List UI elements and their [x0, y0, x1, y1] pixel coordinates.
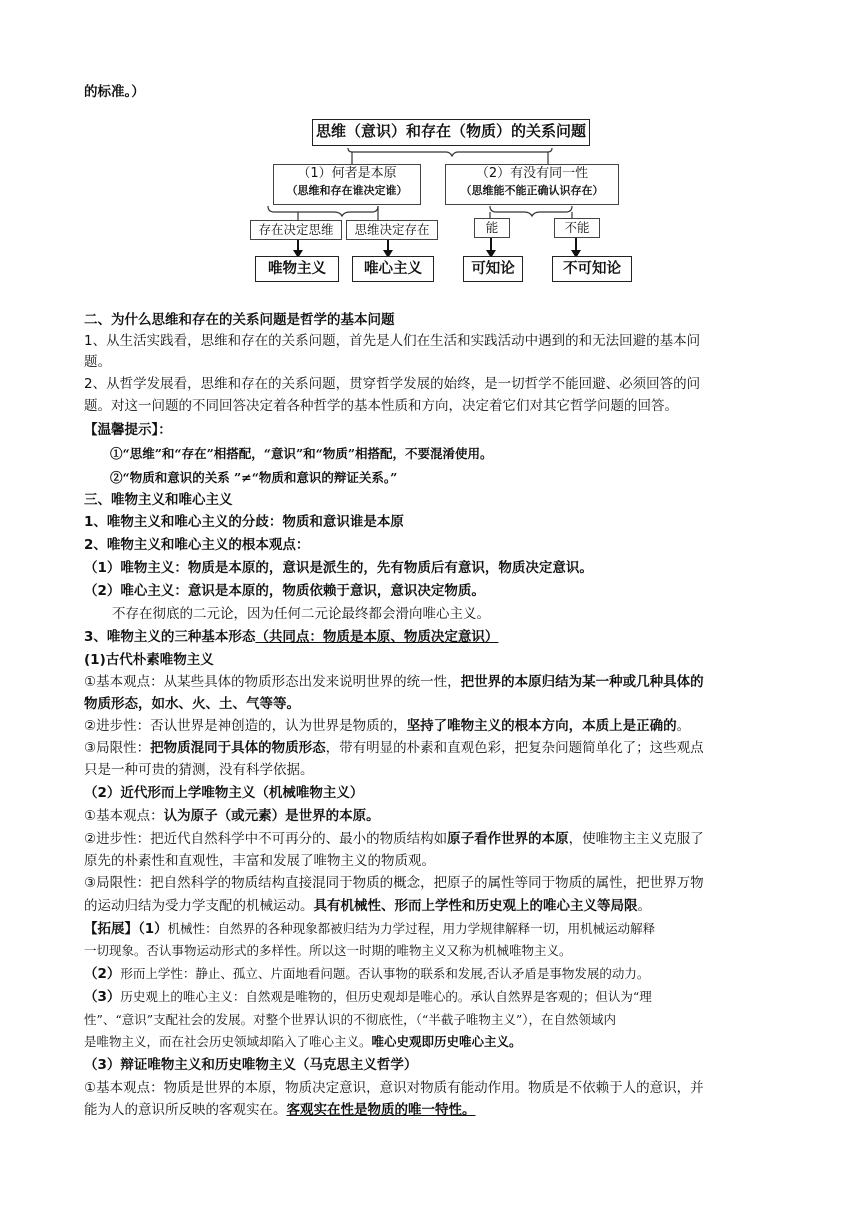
item3-common-point: （共同点：物质是本原、物质决定意识） [255, 629, 499, 645]
form1-title: (1)古代朴素唯物主义 [84, 652, 214, 668]
extension-3-line1 [84, 987, 652, 1007]
form2-p2-line2: 原先的朴素性和直观性，丰富和发展了唯物主义的物质观。 [84, 853, 435, 869]
text-span: （1） [138, 921, 168, 937]
extension-3-line2: 性”、“意识”支配社会的发展。对整个世界认识的不彻底性，（“半截子唯物主义”），在自然领域内 [84, 1012, 616, 1027]
text-span: 。 [676, 718, 691, 734]
text-span: ，带有明显的朴素和直观色彩，把复杂问题简单化了；这些观点 [325, 740, 704, 756]
result-materialism: 唯物主义 [255, 256, 339, 282]
form1-p2 [84, 716, 690, 736]
bold-span: 具有机械性、形而上学性和历史观上的唯心主义等局限 [313, 898, 638, 914]
text-span: 的运动归结为受力学支配的机械运动。 [84, 898, 314, 914]
leaf-can: 能 [474, 218, 510, 238]
diagram-connectors [0, 0, 860, 300]
previous-page-fragment: 的标准。） [84, 84, 145, 100]
form1-p1-line2: 物质形态，如水、火、土、气等等。 [84, 696, 300, 712]
form1-p3-line1 [84, 738, 704, 758]
bold-span: 客观实在性是物质的唯一特性。 [286, 1102, 476, 1118]
bold-span: 认为原子（或元素）是世界的本原。 [163, 808, 380, 824]
sec3-idealism: （2）唯心主义：意识是本原的，物质依赖于意识，意识决定物质。 [84, 583, 485, 599]
sec3-item2: 2、唯物主义和唯心主义的根本观点： [84, 537, 310, 553]
diagram-title-box: 思维（意识）和存在（物质）的关系问题 [312, 119, 590, 146]
bold-span: 唯心史观即历史唯心主义。 [371, 1034, 522, 1049]
text-span: ①基本观点：从某些具体的物质形态出发来说明世界的统一性， [84, 674, 461, 690]
text-span: 形而上学性：静止、孤立、片面地看问题。否认事物的联系和发展,否认矛盾是事物发展的动力。 [120, 966, 650, 981]
form2-p2-line1 [84, 829, 704, 849]
branch-origin-sub: （思维和存在谁决定谁） [286, 184, 408, 197]
text-span: 是唯物主义，而在社会历史领域却陷入了唯心主义。 [84, 1034, 372, 1049]
form3-title: （3）辩证唯物主义和历史唯物主义（马克思主义哲学） [84, 1057, 418, 1073]
extension-line2: 一切现象。否认事物运动形式的多样性。所以这一时期的唯物主义又称为机械唯物主义。 [84, 943, 572, 958]
extension-2 [84, 964, 649, 984]
branch-identity-box [445, 164, 619, 205]
tip-label: 【温馨提示】： [84, 422, 172, 438]
section2-heading: 二、为什么思维和存在的关系问题是哲学的基本问题 [84, 312, 395, 328]
form2-p1 [84, 806, 380, 826]
branch-origin-label: （1）何者是本原 [297, 166, 397, 181]
text-span: ③局限性： [84, 740, 151, 756]
sec3-item3 [84, 627, 498, 647]
result-idealism: 唯心主义 [352, 256, 434, 282]
extension-3-line3 [84, 1032, 522, 1052]
sec3-dualism-note: 不存在彻底的二元论，因为任何二元论最终都会滑向唯心主义。 [112, 606, 490, 622]
sec2-p2-line1: 2、从哲学发展看，思维和存在的关系问题，贯穿哲学发展的始终，是一切哲学不能回避、必须回答的问 [84, 376, 701, 392]
result-agnosticism: 不可知论 [552, 256, 632, 282]
branch-origin-box [273, 164, 421, 205]
item3-main: 3、唯物主义的三种基本形态 [84, 629, 256, 645]
leaf-existence-decides: 存在决定思维 [250, 220, 342, 240]
result-knowability: 可知论 [463, 256, 523, 282]
bold-span: 坚持了唯物主义的根本方向，本质上是正确的 [406, 718, 677, 734]
text-span: ②进步性：把近代自然科学中不可再分的、最小的物质结构如 [84, 831, 448, 847]
bold-span: 原子看作世界的本原 [447, 831, 569, 847]
text-span: （3） [84, 989, 121, 1005]
form1-p3-line2: 只是一种可贵的猜测，没有科学依据。 [84, 762, 314, 778]
text-span: 能为人的意识所反映的客观实在。 [84, 1102, 287, 1118]
tip-1: ①“思维”和“存在”相搭配，“意识”和“物质”相搭配，不要混淆使用。 [110, 446, 493, 461]
text-span: ①基本观点： [84, 808, 164, 824]
form2-title: （2）近代形而上学唯物主义（机械唯物主义） [84, 785, 364, 801]
form3-p1-line1: ①基本观点：物质是世界的本原，物质决定意识，意识对物质有能动作用。物质是不依赖于人的意识，并 [84, 1080, 704, 1096]
bold-span: 把物质混同于具体的物质形态 [150, 740, 326, 756]
bold-span: 把世界的本原归结为某一种或几种具体的 [460, 674, 704, 690]
form3-p1-line2 [84, 1100, 476, 1120]
text-span: （2） [84, 966, 121, 982]
section3-heading: 三、唯物主义和唯心主义 [84, 492, 233, 508]
text-span: 。 [637, 898, 651, 914]
sec2-p1-line1: 1、从生活实践看，思维和存在的关系问题，首先是人们在生活和实践活动中遇到的和无法回避的基本问 [84, 333, 701, 349]
extension-line1 [84, 919, 655, 939]
branch-identity-label: （2）有没有同一性 [475, 166, 589, 181]
text-span: 历史观上的唯心主义：自然观是唯物的，但历史观却是唯心的。承认自然界是客观的；但认为“理 [120, 989, 652, 1004]
text-span: ，使唯物主主义克服了 [568, 831, 704, 847]
tip-2: ②“物质和意识的关系 ”≠“物质和意识的辩证关系。” [110, 470, 398, 485]
sec2-p2-line2: 题。对这一问题的不同回答决定着各种哲学的基本性质和方向，决定着它们对其它哲学问题的回答。 [84, 398, 678, 414]
leaf-cannot: 不能 [554, 218, 600, 238]
form2-p3-line1: ③局限性：把自然科学的物质结构直接混同于物质的概念，把原子的属性等同于物质的属性，把世界万物 [84, 875, 704, 891]
extension-label: 【拓展】 [84, 921, 138, 937]
leaf-thinking-decides: 思维决定存在 [346, 220, 438, 240]
sec2-p1-line2: 题。 [84, 354, 111, 370]
sec3-materialism: （1）唯物主义：物质是本原的，意识是派生的，先有物质后有意识，物质决定意识。 [84, 560, 593, 576]
sec3-item1: 1、唯物主义和唯心主义的分歧：物质和意识谁是本原 [84, 514, 404, 530]
text-span: 机械性：自然界的各种现象都被归结为力学过程，用力学规律解释一切，用机械运动解释 [167, 921, 656, 936]
text-span: ②进步性：否认世界是神创造的，认为世界是物质的， [84, 718, 407, 734]
form1-p1-line1 [84, 672, 704, 692]
branch-identity-sub: （思维能不能正确认识存在） [460, 184, 604, 197]
form2-p3-line2 [84, 896, 651, 916]
